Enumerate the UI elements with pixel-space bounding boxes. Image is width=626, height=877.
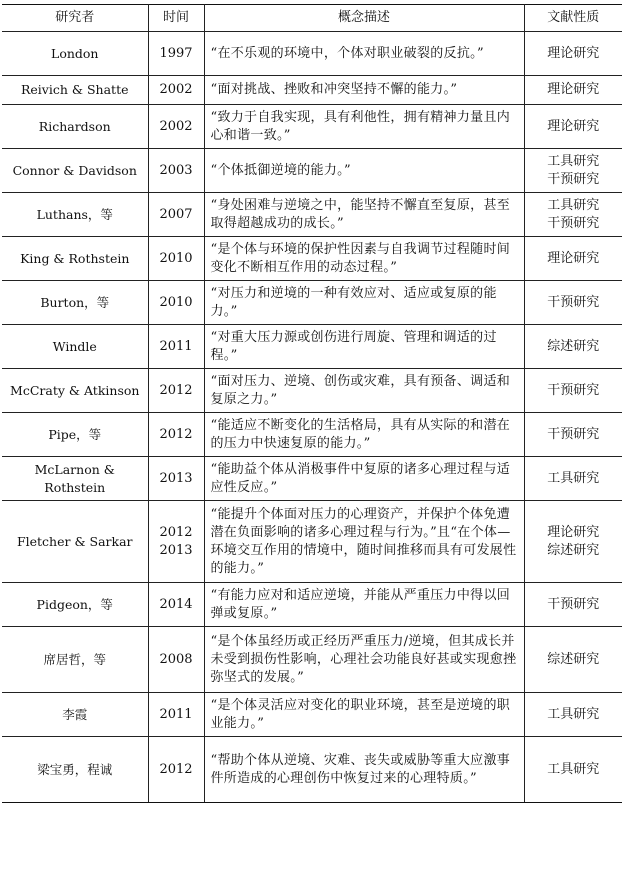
cell-type — [524, 32, 622, 76]
time-value: 2012 — [159, 524, 193, 540]
table-row — [2, 105, 622, 149]
type-value: 工具研究 — [547, 197, 600, 213]
table-row — [2, 193, 622, 237]
cell-description: “面对压力、逆境、创伤或灾难，具有预备、调适和复原之力。” — [204, 369, 524, 413]
time-value: 2010 — [159, 294, 193, 310]
time-value: 2012 — [159, 382, 193, 398]
cell-time — [148, 325, 204, 369]
type-value: 综述研究 — [547, 338, 600, 354]
table-body — [2, 32, 622, 803]
cell-time — [148, 76, 204, 105]
table-row — [2, 583, 622, 627]
cell-description: “在不乐观的环境中，个体对职业破裂的反抗。” — [204, 32, 524, 76]
table-row — [2, 737, 622, 803]
cell-author: Richardson — [2, 105, 148, 149]
table-row — [2, 627, 622, 693]
table-row — [2, 76, 622, 105]
cell-type — [524, 237, 622, 281]
time-value: 2007 — [159, 206, 193, 222]
cell-author: Burton，等 — [2, 281, 148, 325]
cell-author: Windle — [2, 325, 148, 369]
cell-description: “能助益个体从消极事件中复原的诸多心理过程与适应性反应。” — [204, 457, 524, 501]
cell-description: “能适应不断变化的生活格局，具有从实际的和潜在的压力中快速复原的能力。” — [204, 413, 524, 457]
table-header — [2, 5, 622, 32]
type-value: 干预研究 — [547, 215, 600, 231]
type-value: 理论研究 — [547, 82, 600, 97]
type-value: 综述研究 — [547, 542, 600, 558]
time-value: 2010 — [159, 250, 193, 266]
cell-author: London — [2, 32, 148, 76]
cell-type — [524, 369, 622, 413]
cell-description: “致力于自我实现，具有利他性，拥有精神力量且内心和谐一致。” — [204, 105, 524, 149]
table-row — [2, 501, 622, 583]
type-value: 工具研究 — [547, 761, 600, 777]
cell-time — [148, 281, 204, 325]
cell-time — [148, 413, 204, 457]
type-value: 理论研究 — [547, 250, 600, 266]
table-row — [2, 693, 622, 737]
cell-type — [524, 693, 622, 737]
time-value: 2002 — [159, 82, 193, 97]
table-row — [2, 413, 622, 457]
cell-time — [148, 737, 204, 803]
cell-type — [524, 627, 622, 693]
cell-time — [148, 501, 204, 583]
time-value: 2013 — [159, 542, 193, 558]
cell-type — [524, 281, 622, 325]
time-value: 2008 — [159, 651, 193, 667]
cell-description: “对压力和逆境的一种有效应对、适应或复原的能力。” — [204, 281, 524, 325]
cell-time — [148, 583, 204, 627]
type-value: 理论研究 — [547, 524, 600, 540]
cell-author: Reivich & Shatte — [2, 76, 148, 105]
table-row — [2, 32, 622, 76]
cell-description: “个体抵御逆境的能力。” — [204, 149, 524, 193]
cell-description: “是个体虽经历或正经历严重压力/逆境，但其成长并未受到损伤性影响，心理社会功能良好甚或实现愈挫弥坚式的发展。” — [204, 627, 524, 693]
cell-time — [148, 693, 204, 737]
cell-time — [148, 457, 204, 501]
time-value: 1997 — [159, 45, 193, 61]
cell-type — [524, 737, 622, 803]
table-row — [2, 149, 622, 193]
time-value: 2002 — [159, 118, 193, 134]
cell-author: Fletcher & Sarkar — [2, 501, 148, 583]
cell-type — [524, 501, 622, 583]
table-row — [2, 457, 622, 501]
header-type: 文献性质 — [524, 5, 622, 32]
cell-author: Pipe，等 — [2, 413, 148, 457]
cell-time — [148, 369, 204, 413]
cell-author: 席居哲，等 — [2, 627, 148, 693]
time-value: 2012 — [159, 761, 193, 777]
cell-author: 梁宝勇，程诚 — [2, 737, 148, 803]
cell-description: “有能力应对和适应逆境，并能从严重压力中得以回弹或复原。” — [204, 583, 524, 627]
cell-time — [148, 149, 204, 193]
time-value: 2013 — [159, 470, 193, 486]
time-value: 2011 — [159, 706, 193, 722]
time-value: 2012 — [159, 426, 193, 442]
cell-time — [148, 105, 204, 149]
type-value: 干预研究 — [547, 171, 600, 187]
cell-author: Luthans，等 — [2, 193, 148, 237]
cell-description: “身处困难与逆境之中，能坚持不懈直至复原，甚至取得超越成功的成长。” — [204, 193, 524, 237]
type-value: 干预研究 — [547, 426, 600, 442]
cell-author: King & Rothstein — [2, 237, 148, 281]
cell-time — [148, 193, 204, 237]
resilience-definitions-table — [2, 4, 622, 803]
time-value: 2003 — [159, 162, 193, 178]
table-row — [2, 237, 622, 281]
cell-type — [524, 457, 622, 501]
type-value: 工具研究 — [547, 153, 600, 169]
time-value: 2014 — [159, 596, 193, 612]
type-value: 理论研究 — [547, 45, 600, 61]
cell-type — [524, 413, 622, 457]
cell-author: Pidgeon，等 — [2, 583, 148, 627]
header-author: 研究者 — [2, 5, 148, 32]
cell-type — [524, 149, 622, 193]
type-value: 干预研究 — [547, 294, 600, 310]
cell-author: Connor & Davidson — [2, 149, 148, 193]
cell-type — [524, 105, 622, 149]
cell-type — [524, 76, 622, 105]
cell-description: “是个体与环境的保护性因素与自我调节过程随时间变化不断相互作用的动态过程。” — [204, 237, 524, 281]
cell-description: “能提升个体面对压力的心理资产，并保护个体免遭潜在负面影响的诸多心理过程与行为。”且“在个体—环境交互作用的情境中，随时间推移而具有可发展性的能力。” — [204, 501, 524, 583]
header-row — [2, 5, 622, 32]
type-value: 干预研究 — [547, 382, 600, 398]
header-description: 概念描述 — [204, 5, 524, 32]
cell-type — [524, 193, 622, 237]
cell-description: “是个体灵活应对变化的职业环境，甚至是逆境的职业能力。” — [204, 693, 524, 737]
table-row — [2, 281, 622, 325]
cell-time — [148, 237, 204, 281]
cell-description: “面对挑战、挫败和冲突坚持不懈的能力。” — [204, 76, 524, 105]
cell-time — [148, 32, 204, 76]
type-value: 干预研究 — [547, 596, 600, 612]
header-time: 时间 — [148, 5, 204, 32]
table-row — [2, 325, 622, 369]
cell-type — [524, 583, 622, 627]
cell-description: “对重大压力源或创伤进行周旋、管理和调适的过程。” — [204, 325, 524, 369]
time-value: 2011 — [159, 338, 193, 354]
type-value: 工具研究 — [547, 706, 600, 722]
type-value: 理论研究 — [547, 118, 600, 134]
table-row — [2, 369, 622, 413]
cell-type — [524, 325, 622, 369]
cell-time — [148, 627, 204, 693]
cell-author: McCraty & Atkinson — [2, 369, 148, 413]
type-value: 工具研究 — [547, 470, 600, 486]
type-value: 综述研究 — [547, 651, 600, 667]
cell-description: “帮助个体从逆境、灾难、丧失或威胁等重大应激事件所造成的心理创伤中恢复过来的心理特质。” — [204, 737, 524, 803]
cell-author: 李霞 — [2, 693, 148, 737]
cell-author: McLarnon & Rothstein — [2, 457, 148, 501]
